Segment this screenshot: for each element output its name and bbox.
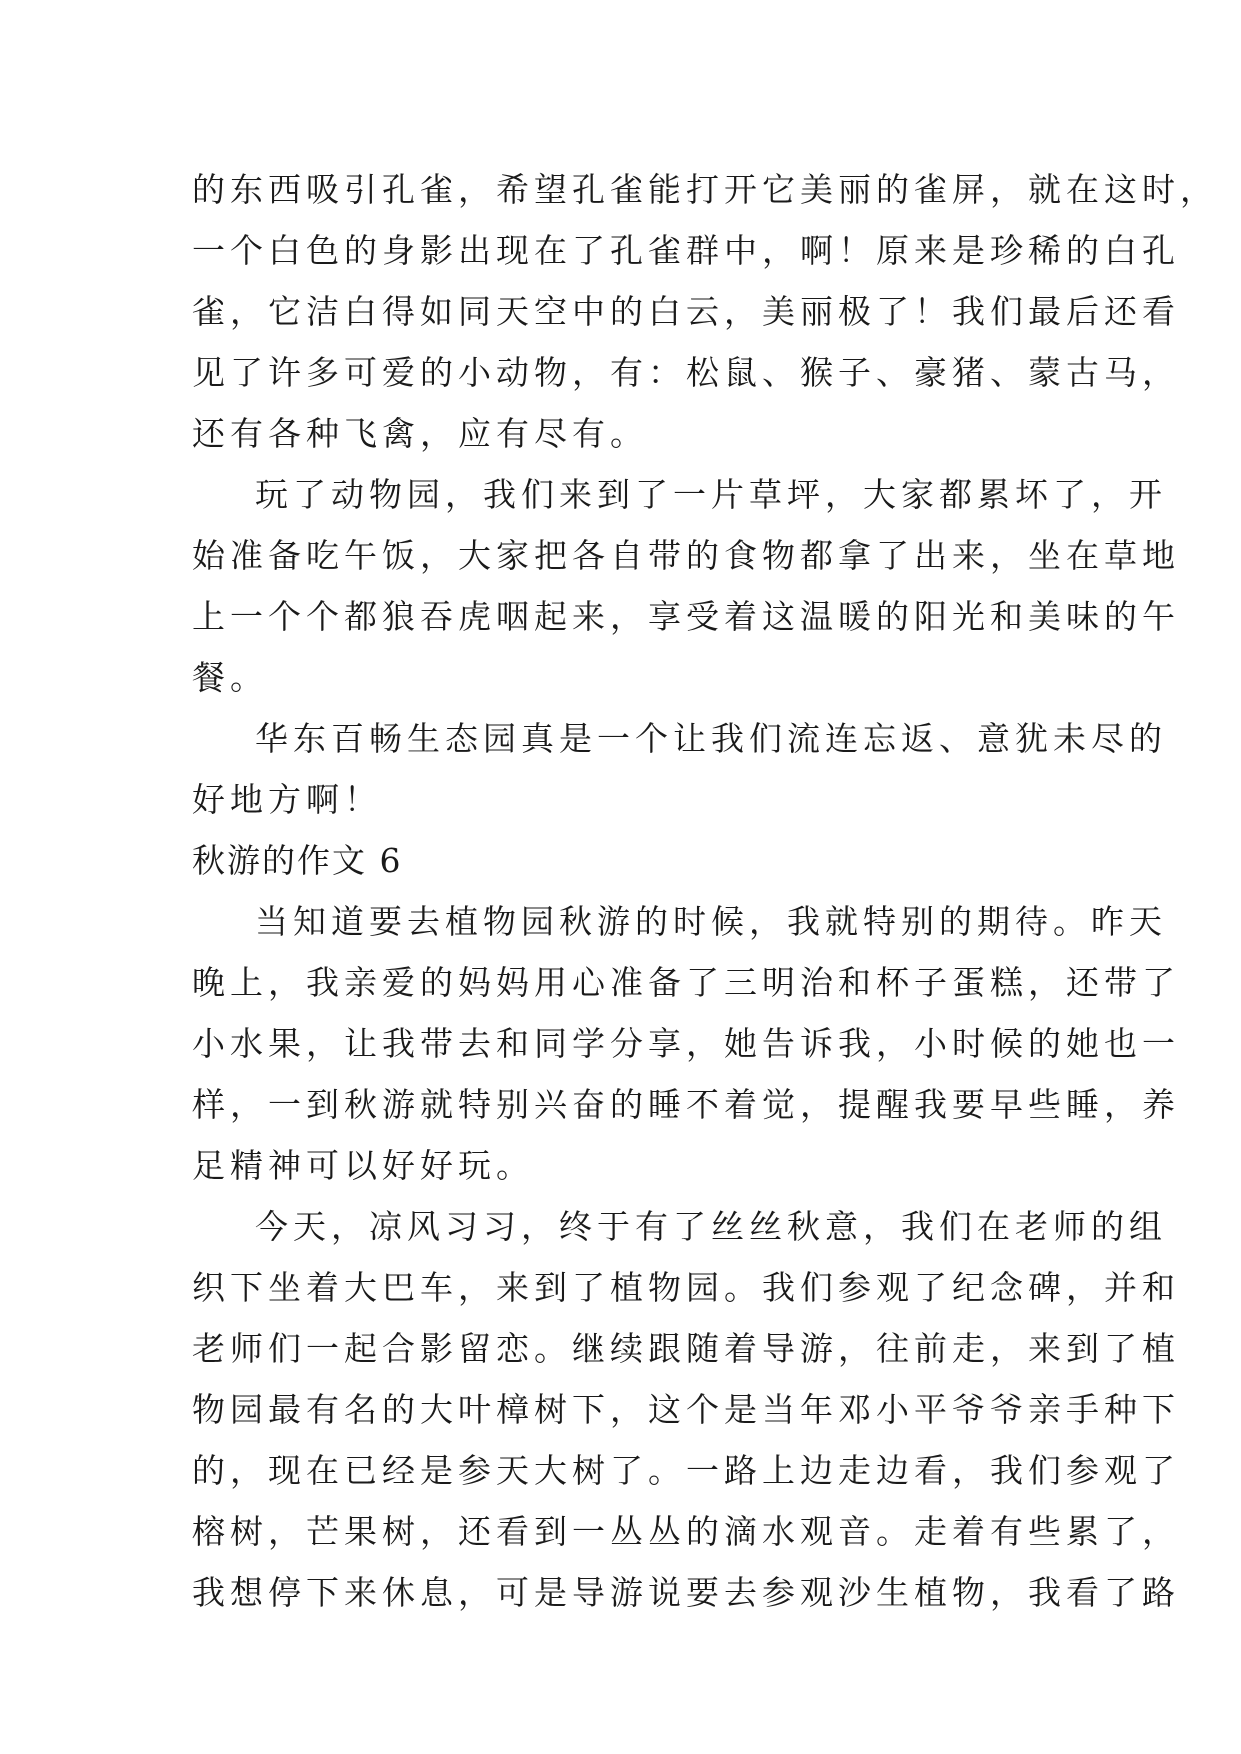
text-line: 见了许多可爱的小动物，有：松鼠、猴子、豪猪、蒙古马，	[192, 353, 1180, 392]
text-line: 的东西吸引孔雀，希望孔雀能打开它美丽的雀屏，就在这时，	[192, 170, 1218, 209]
text-line: 织下坐着大巴车，来到了植物园。我们参观了纪念碑，并和	[192, 1268, 1180, 1307]
text-line: 足精神可以好好玩。	[192, 1146, 534, 1185]
text-line: 小水果，让我带去和同学分享，她告诉我，小时候的她也一	[192, 1024, 1180, 1063]
text-line: 一个白色的身影出现在了孔雀群中，啊！原来是珍稀的白孔	[192, 231, 1180, 270]
paragraph-first-line: 玩了动物园，我们来到了一片草坪，大家都累坏了，开	[255, 475, 1167, 514]
text-line: 我想停下来休息，可是导游说要去参观沙生植物，我看了路	[192, 1573, 1180, 1612]
section-heading: 秋游的作文 6	[192, 841, 403, 880]
text-line: 晚上，我亲爱的妈妈用心准备了三明治和杯子蛋糕，还带了	[192, 963, 1180, 1002]
paragraph-first-line: 今天，凉风习习，终于有了丝丝秋意，我们在老师的组	[255, 1207, 1167, 1246]
text-line: 榕树，芒果树，还看到一丛丛的滴水观音。走着有些累了，	[192, 1512, 1180, 1551]
text-line: 雀，它洁白得如同天空中的白云，美丽极了！我们最后还看	[192, 292, 1180, 331]
text-line: 的，现在已经是参天大树了。一路上边走边看，我们参观了	[192, 1451, 1180, 1490]
text-line: 老师们一起合影留恋。继续跟随着导游，往前走，来到了植	[192, 1329, 1180, 1368]
text-line: 物园最有名的大叶樟树下，这个是当年邓小平爷爷亲手种下	[192, 1390, 1180, 1429]
text-line: 好地方啊！	[192, 780, 382, 819]
text-line: 上一个个都狼吞虎咽起来，享受着这温暖的阳光和美味的午	[192, 597, 1180, 636]
text-line: 始准备吃午饭，大家把各自带的食物都拿了出来，坐在草地	[192, 536, 1180, 575]
paragraph-first-line: 华东百畅生态园真是一个让我们流连忘返、意犹未尽的	[255, 719, 1167, 758]
text-line: 样，一到秋游就特别兴奋的睡不着觉，提醒我要早些睡，养	[192, 1085, 1180, 1124]
paragraph-first-line: 当知道要去植物园秋游的时候，我就特别的期待。昨天	[255, 902, 1167, 941]
text-line: 餐。	[192, 658, 268, 697]
document-body	[192, 159, 1218, 1623]
text-line: 还有各种飞禽，应有尽有。	[192, 414, 648, 453]
